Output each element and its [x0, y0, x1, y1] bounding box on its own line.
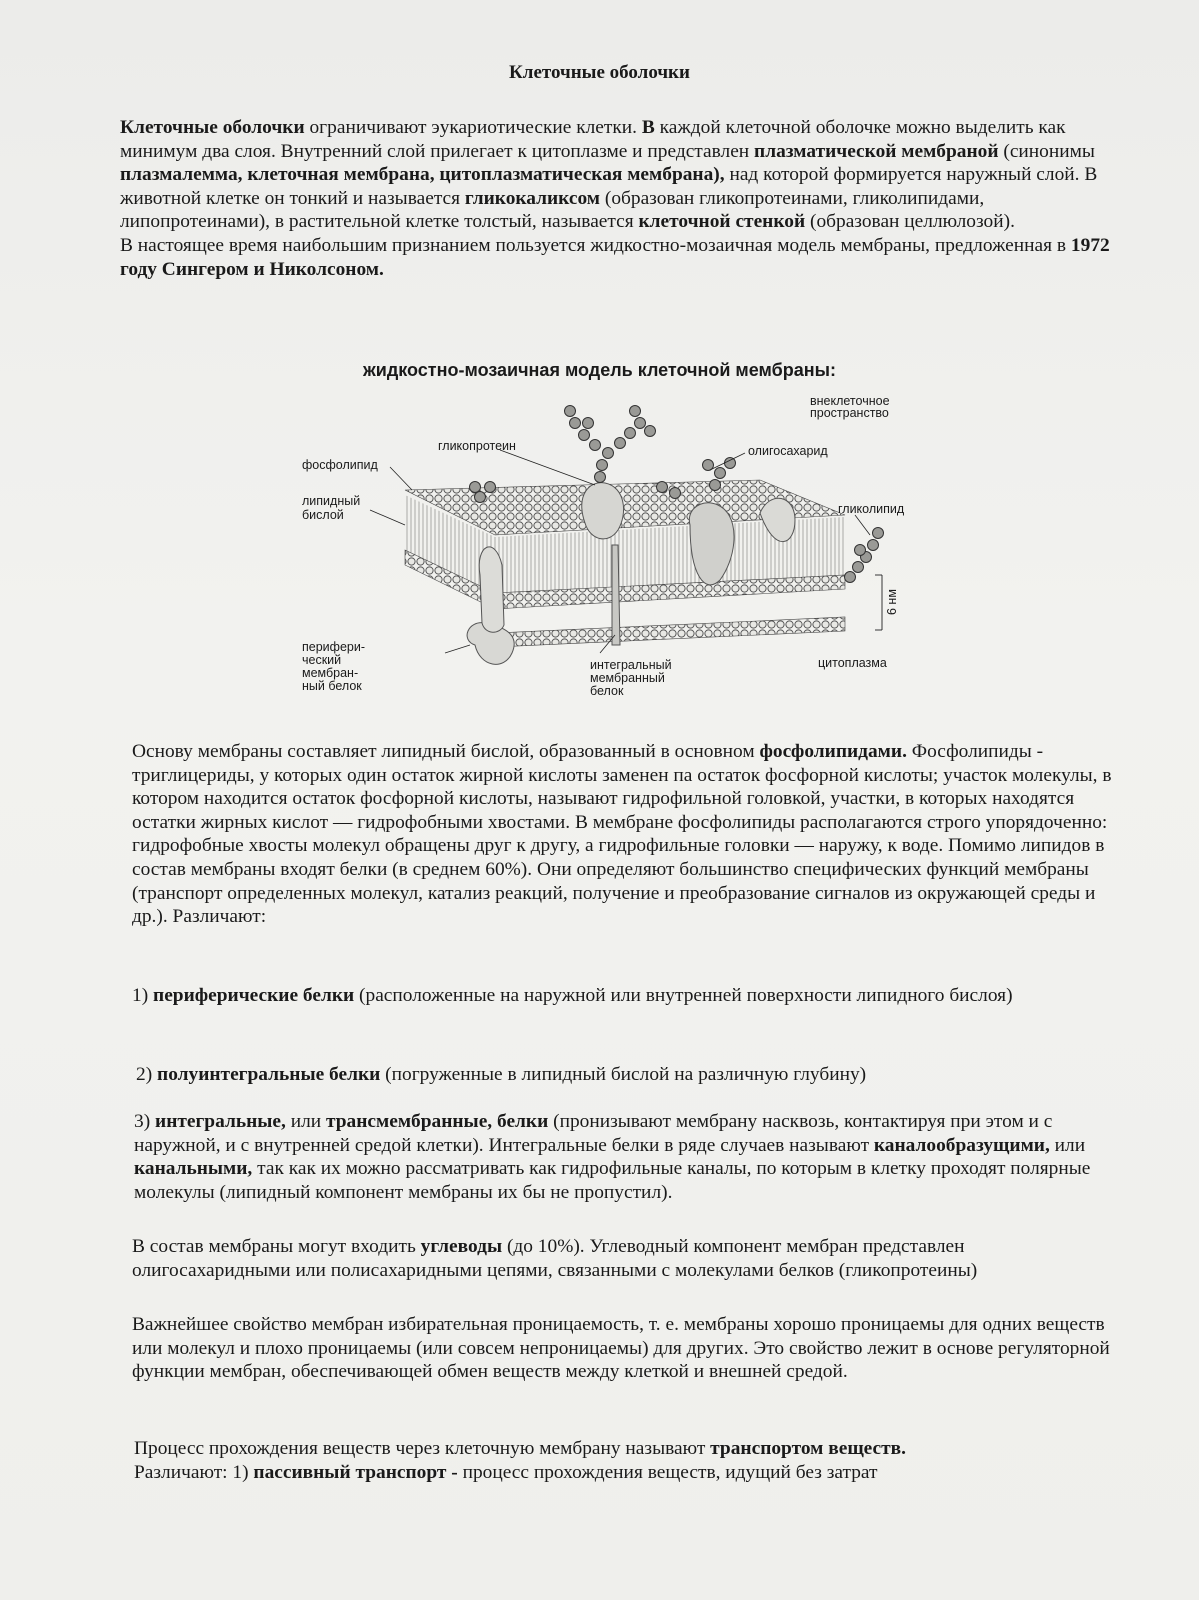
- term-cell-membranes: Клеточные оболочки: [120, 117, 305, 138]
- text-span: (погруженные в липидный бислой на различную глубину): [380, 1064, 867, 1085]
- left-integral-protein: [479, 547, 504, 632]
- page-title: Клеточные оболочки: [509, 62, 690, 83]
- label-thickness: 6 нм: [885, 589, 899, 615]
- text-span: В состав мембраны могут входить: [132, 1236, 421, 1257]
- term-channel: канальными,: [134, 1158, 253, 1180]
- label-lipid-bilayer-1: липидный: [302, 494, 361, 508]
- term-channel-forming: каналообразущими,: [873, 1134, 1050, 1156]
- label-integral-3: белок: [590, 684, 624, 698]
- text-span: Различают: 1): [134, 1461, 254, 1483]
- list-item-peripheral: [132, 984, 1122, 1008]
- lipid-bilayer-paragraph: [132, 740, 1132, 929]
- term-carbohydrates: углеводы: [420, 1236, 503, 1257]
- label-glycolipid: гликолипид: [838, 502, 905, 516]
- label-cytoplasm: цитоплазма: [818, 656, 887, 670]
- text-span: над которой формируется наружный слой. В животной клетке он тонкий и называется: [120, 164, 1098, 209]
- list-number: 1): [132, 985, 154, 1006]
- term-semi-integral-proteins: полуинтегральные белки: [157, 1064, 381, 1085]
- list-item-semi-integral: [136, 1063, 1126, 1087]
- term-transmembrane: трансмембранные, белки: [326, 1111, 549, 1132]
- list-item-integral: [134, 1110, 1124, 1204]
- text-span: ограничивают эукариотические клетки.: [304, 117, 642, 138]
- intro-paragraph: [120, 116, 1110, 281]
- membrane-diagram: [290, 395, 930, 725]
- carbohydrates-paragraph: [132, 1235, 1122, 1282]
- diagram-heading: жидкостно-мозаичная модель клеточной мембраны:: [363, 360, 836, 380]
- text-span: (образован гликопротеинами, гликолипидами, липопротеинами), в растительной клетке толстый, называется: [120, 187, 985, 233]
- label-phospholipid: фосфолипид: [302, 458, 378, 472]
- label-peripheral-4: ный белок: [302, 679, 362, 693]
- label-extracellular-1: внеклеточное: [810, 395, 890, 408]
- text-span: (расположенные на наружной или внутренней поверхности липидного бислоя): [354, 985, 1013, 1006]
- list-number: 3): [134, 1111, 156, 1132]
- text-span: или: [1049, 1134, 1086, 1156]
- term-plasma-membrane: плазматической мембраной: [754, 140, 999, 162]
- term-cell-wall: клеточной стенкой: [638, 211, 806, 233]
- label-peripheral-2: ческий: [302, 653, 342, 667]
- label-lipid-bilayer-2: бислой: [302, 508, 344, 522]
- term-transport: транспортом веществ.: [710, 1438, 906, 1459]
- term-singer-nicolson: 1972 году Сингером и Николсоном.: [120, 234, 1110, 280]
- integral-protein-shape: [612, 545, 620, 645]
- text-span: В настоящее время наибольшим признанием пользуется жидкостно-мозаичная модель мембраны, предложенная в: [120, 234, 1071, 256]
- glycoprotein-shape: [582, 483, 624, 539]
- text-span: Процесс прохождения веществ через клеточную мембрану называют: [134, 1438, 711, 1459]
- term-glycocalyx: гликокаликсом: [464, 187, 601, 209]
- permeability-paragraph: Важнейшее свойство мембран избирательная проницаемость, т. е. мембраны хорошо проницаемы для одних веществ или молекул и плохо проницаемы (или совсем непроницаемы) для других. Это свойство лежит в основе регуляторной функции мембран, обеспечивающей обмен веществ между клеткой и внешней средой.: [132, 1314, 1110, 1383]
- term-synonyms: плазмалемма, клеточная мембрана, цитоплазматическая мембрана),: [120, 164, 725, 186]
- text-span: (пронизывают мембрану насквозь, контактируя при этом и с наружной, и с внутренней средой клетки). Интегральные белки в ряде случаев называют: [134, 1111, 1053, 1156]
- label-peripheral-3: мембран-: [302, 666, 359, 680]
- text-span: так как их можно рассматривать как гидрофильные каналы, по которым в клетку проходят полярные молекулы (липидный компонент мембраны их бы не пропустил).: [134, 1158, 1091, 1203]
- text-span: (образован целлюлозой).: [805, 211, 1015, 233]
- term-integral: интегральные,: [155, 1111, 286, 1132]
- term-passive-transport: пассивный транспорт -: [253, 1461, 458, 1483]
- text-span: (синонимы: [998, 140, 1095, 162]
- label-integral-2: мембранный: [590, 671, 665, 685]
- text-span: каждой клеточной оболочке можно выделить как минимум два слоя. Внутренний слой прилегает к цитоплазме и представлен: [120, 117, 1066, 162]
- label-glycoprotein: гликопротеин: [438, 439, 516, 453]
- label-extracellular-2: пространство: [810, 406, 889, 420]
- label-peripheral-1: перифери-: [302, 640, 365, 654]
- list-number: 2): [136, 1064, 158, 1085]
- text-span: Основу мембраны составляет липидный бислой, образованный в основном: [132, 741, 760, 762]
- transport-paragraph: [134, 1437, 1134, 1484]
- glycolipid-chain: [845, 528, 884, 583]
- label-integral-1: интегральный: [590, 658, 672, 672]
- term-phospholipids: фосфолипидами.: [759, 741, 907, 762]
- label-oligosaccharide: олигосахарид: [748, 444, 828, 458]
- text-span: Фосфолипиды - триглицериды, у которых один остаток жирной кислоты заменен па остаток фосфорной кислоты; участок молекулы, в котором находится остаток фосфорной кислоты, называют гидрофильной головкой, участки, в которых находятся остатки жирных кислот — гидрофобными хвостами. В мембране фосфолипиды располагаются строго упорядоченно: гидрофобные хвосты молекул обращены друг к другу, а гидрофильные головки — наружу, к воде. Помимо липидов в состав мембраны входят белки (в среднем 60%). Они определяют большинство специфических функций мембраны (транспорт определенных молекул, катализ реакций, получение и преобразование сигналов из окружающей среды и др.). Различают:: [132, 741, 1112, 928]
- oligosaccharide-chain: [565, 406, 656, 483]
- text-span: или: [285, 1111, 326, 1132]
- bold-span: В: [641, 117, 655, 138]
- term-peripheral-proteins: периферические белки: [153, 985, 355, 1006]
- text-span: (до 10%). Углеводный компонент мембран представлен олигосахаридными или полисахаридными цепями, связанными с молекулами белков (гликопротеины): [132, 1236, 978, 1281]
- bottom-leaflet-edge: [495, 617, 845, 647]
- text-span: процесс прохождения веществ, идущий без затрат: [457, 1461, 878, 1483]
